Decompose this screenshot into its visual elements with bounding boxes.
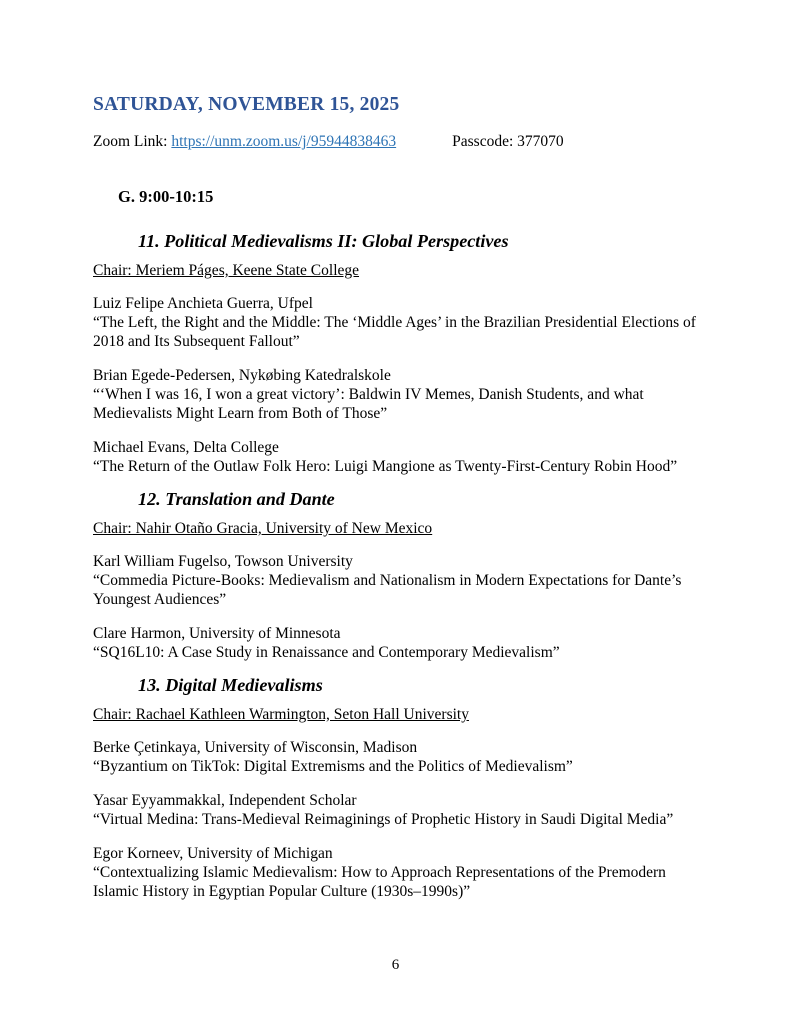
zoom-link-line bbox=[93, 132, 700, 151]
paper-speaker: Brian Egede-Pedersen, Nykøbing Katedralskole bbox=[93, 367, 391, 384]
paper-title: “Virtual Medina: Trans-Medieval Reimaginings of Prophetic History in Saudi Digital Media” bbox=[93, 811, 674, 828]
paper-title: “The Return of the Outlaw Folk Hero: Luigi Mangione as Twenty-First-Century Robin Hood” bbox=[93, 458, 678, 475]
session-chair: Chair: Meriem Páges, Keene State College bbox=[93, 262, 360, 279]
paper-item bbox=[93, 438, 700, 476]
session-block bbox=[93, 676, 700, 901]
page-title: SATURDAY, NOVEMBER 15, 2025 bbox=[93, 94, 400, 115]
paper-title: “Commedia Picture-Books: Medievalism and Nationalism in Modern Expectations for Dante’s Youngest Audiences” bbox=[93, 572, 682, 608]
zoom-link[interactable]: https://unm.zoom.us/j/95944838463 bbox=[171, 133, 397, 150]
paper-title: “The Left, the Right and the Middle: The ‘Middle Ages’ in the Brazilian Presidential Elections of 2018 and Its Subsequent Fallout” bbox=[93, 314, 696, 350]
paper-title: “Contextualizing Islamic Medievalism: How to Approach Representations of the Premodern Islamic History in Egyptian Popular Culture (1930s–1990s)” bbox=[93, 864, 666, 900]
session-title: 11. Political Medievalisms II: Global Perspectives bbox=[138, 231, 509, 251]
session-title: 12. Translation and Dante bbox=[138, 489, 335, 509]
page-number: 6 bbox=[391, 957, 400, 973]
paper-speaker: Karl William Fugelso, Towson University bbox=[93, 553, 353, 570]
passcode-label: Passcode: 377070 bbox=[452, 133, 564, 150]
paper-speaker: Yasar Eyyammakkal, Independent Scholar bbox=[93, 792, 357, 809]
session-title: 13. Digital Medievalisms bbox=[138, 675, 323, 695]
paper-speaker: Clare Harmon, University of Minnesota bbox=[93, 625, 341, 642]
time-slot-header: G. 9:00-10:15 bbox=[118, 187, 214, 206]
paper-item bbox=[93, 366, 700, 423]
paper-speaker: Berke Çetinkaya, University of Wisconsin, Madison bbox=[93, 739, 418, 756]
paper-title: “Byzantium on TikTok: Digital Extremisms and the Politics of Medievalism” bbox=[93, 758, 573, 775]
session-chair: Chair: Nahir Otaño Gracia, University of New Mexico bbox=[93, 520, 433, 537]
paper-item bbox=[93, 738, 700, 776]
paper-speaker: Egor Korneev, University of Michigan bbox=[93, 845, 333, 862]
paper-item bbox=[93, 294, 700, 351]
paper-speaker: Luiz Felipe Anchieta Guerra, Ufpel bbox=[93, 295, 313, 312]
paper-item bbox=[93, 791, 700, 829]
session-block bbox=[93, 232, 700, 476]
paper-item bbox=[93, 552, 700, 609]
zoom-link-label: Zoom Link: bbox=[93, 133, 172, 150]
session-chair: Chair: Rachael Kathleen Warmington, Seton Hall University bbox=[93, 706, 469, 723]
paper-item bbox=[93, 844, 700, 901]
paper-item bbox=[93, 624, 700, 662]
paper-speaker: Michael Evans, Delta College bbox=[93, 439, 279, 456]
sessions-container bbox=[93, 232, 700, 901]
paper-title: “SQ16L10: A Case Study in Renaissance and Contemporary Medievalism” bbox=[93, 644, 560, 661]
paper-title: “‘When I was 16, I won a great victory’: Baldwin IV Memes, Danish Students, and what Medievalists Might Learn from Both of Those” bbox=[93, 386, 644, 422]
session-block bbox=[93, 490, 700, 662]
